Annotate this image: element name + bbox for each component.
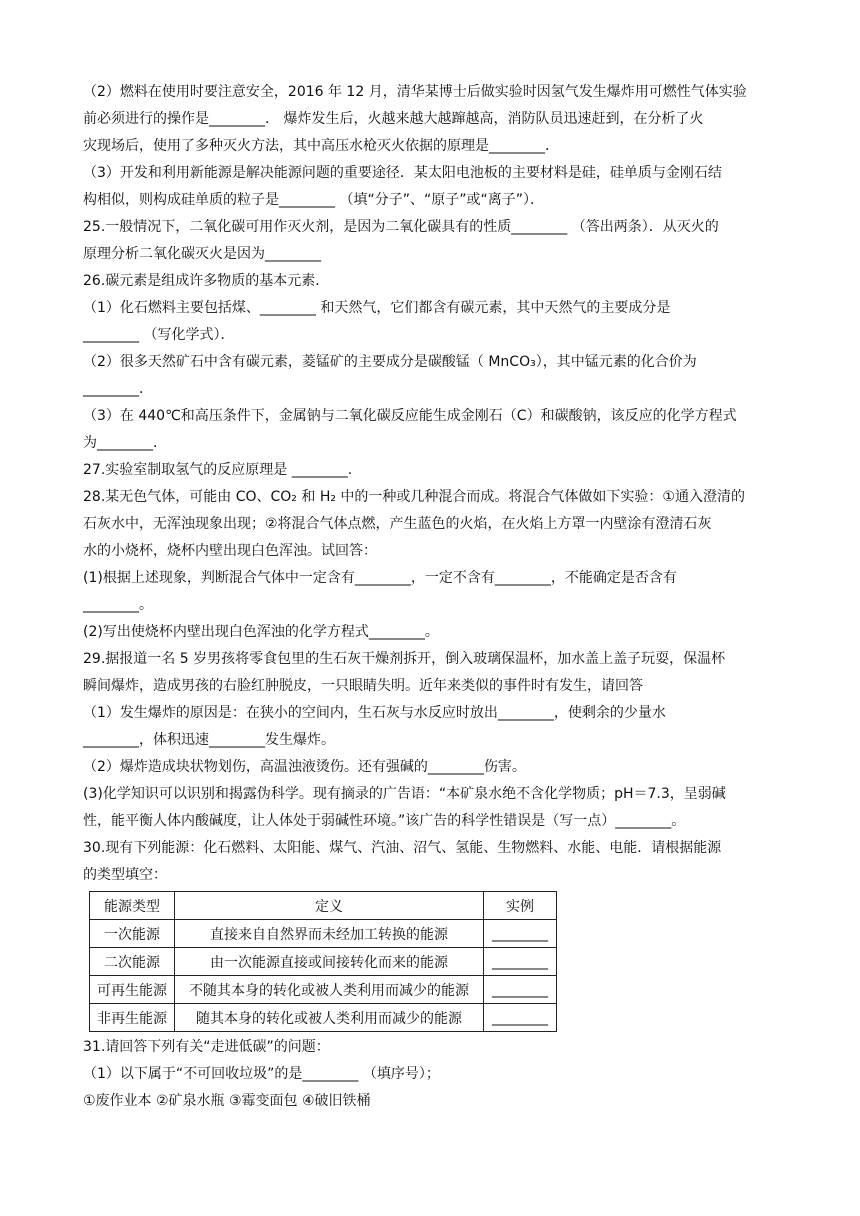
table-header: 实例 [484,892,557,920]
text-line: ________。 [83,597,153,613]
table-header-row [90,892,557,920]
text-line: 灾现场后，使用了多种灭火方法，其中高压水枪灭火依据的原理是________． [83,138,559,154]
question-26: 26.碳元素是组成许多物质的基本元素． [83,273,330,289]
question-content [83,79,783,1115]
text-line: (2)写出使烧杯内壁出现白色浑浊的化学方程式________。 [83,624,439,640]
answer-blank[interactable]: ________ [484,976,557,1004]
text-line: （1）以下属于“不可回收垃圾”的是________ （填序号）； [83,1066,440,1082]
text-line: ________ （写化学式）． [83,327,235,343]
question-30: 30.现有下列能源：化石燃料、太阳能、煤气、汽油、沼气、氢能、生物燃料、水能、电能．请根据能源 [83,840,722,856]
text-line: （3）在 440℃和高压条件下，金属钠与二氧化碳反应能生成金刚石（C）和碳酸钠，该反应的化学方程式 [83,408,737,424]
table-row [90,976,557,1004]
table-cell: 可再生能源 [90,976,175,1004]
text-line: （3）开发和利用新能源是解决能源问题的重要途径．某太阳电池板的主要材料是硅，硅单质与金刚石结 [83,165,722,181]
question-25: 25.一般情况下，二氧化碳可用作灭火剂，是因为二氧化碳具有的性质________ （答出两条）．从灭火的 [83,219,719,235]
text-line: (3)化学知识可以识别和揭露伪科学。现有摘录的广告语：“本矿泉水绝不含化学物质；pH＝7.3，呈弱碱 [83,786,726,802]
text-line: ________，体积迅速________发生爆炸。 [83,732,335,748]
text-line: 原理分析二氧化碳灭火是因为________ [83,246,321,262]
table-cell: 由一次能源直接或间接转化而来的能源 [175,948,484,976]
text-line: ①废作业本 ②矿泉水瓶 ③霉变面包 ④破旧铁桶 [83,1093,371,1109]
text-line: 水的小烧杯，烧杯内壁出现白色浑浊。试回答： [83,543,377,559]
text-line: (1)根据上述现象，判断混合气体中一定含有________，一定不含有________，不能确定是否含有 [83,570,677,586]
table-cell: 二次能源 [90,948,175,976]
text-line: （2）燃料在使用时要注意安全，2016 年 12 月，清华某博士后做实验时因氢气发生爆炸用可燃性气体实验 [83,84,747,100]
question-28: 28.某无色气体，可能由 CO、CO₂ 和 H₂ 中的一种或几种混合而成。将混合气体做如下实验：①通入澄清的 [83,489,745,505]
table-header: 能源类型 [90,892,175,920]
text-line: （2）爆炸造成块状物划伤，高温浊液烫伤。还有强碱的________伤害。 [83,759,526,775]
text-line: （1）化石燃料主要包括煤、________ 和天然气，它们都含有碳元素，其中天然气的主要成分是 [83,300,671,316]
answer-blank[interactable]: ________ [484,920,557,948]
answer-blank[interactable]: ________ [484,948,557,976]
question-31: 31.请回答下列有关“走进低碳”的问题： [83,1039,330,1055]
text-line: （1）发生爆炸的原因是：在狭小的空间内，生石灰与水反应时放出________，使剩余的少量水 [83,705,666,721]
text-line: 为________． [83,435,167,451]
answer-blank[interactable]: ________ [484,1004,557,1032]
table-cell: 非再生能源 [90,1004,175,1032]
table-cell: 随其本身的转化或被人类利用而减少的能源 [175,1004,484,1032]
table-cell: 不随其本身的转化或被人类利用而减少的能源 [175,976,484,1004]
energy-type-table [89,891,557,1032]
text-line: 的类型填空： [83,867,167,883]
text-line: （2）很多天然矿石中含有碳元素，菱锰矿的主要成分是碳酸锰（ MnCO₃），其中锰元素的化合价为 [83,354,697,370]
text-line: ________． [83,381,153,397]
text-line: 构相似，则构成硅单质的粒子是________ （填“分子”、“原子”或“离子”）． [83,192,544,208]
table-header: 定义 [175,892,484,920]
table-row [90,1004,557,1032]
text-line: 前必须进行的操作是________． 爆炸发生后，火越来越大越蹿越高，消防队员迅速赶到，在分析了火 [83,111,704,127]
text-line: 石灰水中，无浑浊现象出现；②将混合气体点燃，产生蓝色的火焰，在火焰上方罩一内壁涂有澄清石灰 [83,516,712,532]
text-line: 性，能平衡人体内酸碱度，让人体处于弱碱性环境。”该广告的科学性错误是（写一点）________。 [83,813,686,829]
table-cell: 直接来自自然界而未经加工转换的能源 [175,920,484,948]
table-row [90,948,557,976]
table-cell: 一次能源 [90,920,175,948]
text-line: 瞬间爆炸，造成男孩的右脸红肿脱皮，一只眼睛失明。近年来类似的事件时有发生，请回答 [83,678,643,694]
question-27: 27.实验室制取氢气的反应原理是 ________. [83,462,353,478]
table-row [90,920,557,948]
question-29: 29.据报道一名 5 岁男孩将零食包里的生石灰干燥剂拆开，倒入玻璃保温杯，加水盖上盖子玩耍，保温杯 [83,651,726,667]
